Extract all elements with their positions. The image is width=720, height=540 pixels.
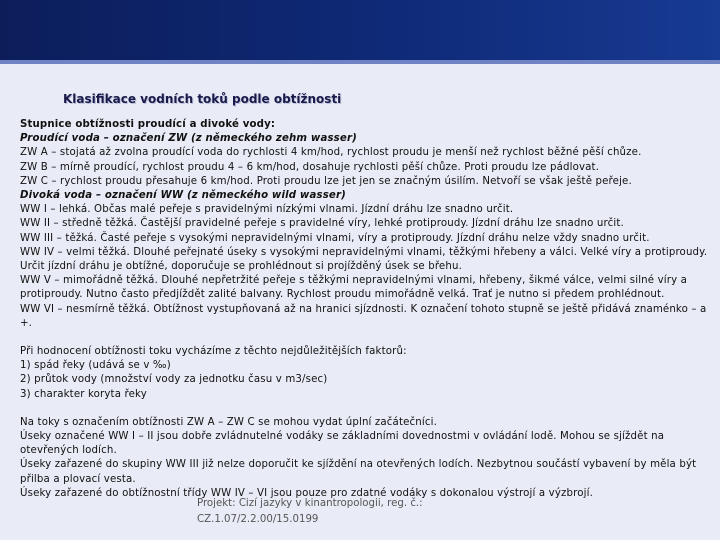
zw-b-line: ZW B – mírně proudící, rychlost proudu 4 – 6 km/hod, dosahuje rychlosti pěší chůze. Proti proudu lze pádlovat. xyxy=(20,161,600,173)
wild-water-heading: Divoká voda – označení WW (z německého wild wasser) xyxy=(20,190,346,202)
zw-a-line: ZW A – stojatá až zvolna proudící voda do rychlosti 4 km/hod, rychlost proudu je menší než rychlost běžné pěší chůze. xyxy=(20,147,642,159)
zw-c-line: ZW C – rychlost proudu přesahuje 6 km/hod. Proti proudu lze jet jen se značným úsilím. Netvoří se však ještě peřeje. xyxy=(20,175,632,187)
factor-1: 1) spád řeky (udává se v ‰) xyxy=(20,360,171,372)
ww-6-line: WW VI – nesmírně těžká. Obtížnost vystupňovaná až na hranici sjízdnosti. K označení tohoto stupně se ještě přidává znaménko – a +. xyxy=(20,303,707,329)
flowing-water-heading: Proudící voda – označení ZW (z německého zehm wasser) xyxy=(20,133,357,145)
factor-3: 3) charakter koryta řeky xyxy=(20,388,147,400)
factors-intro: Při hodnocení obtížnosti toku vycházíme z těchto nejdůležitějších faktorů: xyxy=(20,346,407,358)
note-ww-3: Úseky zařazené do skupiny WW III již nelze doporučit ke sjíždění na otevřených lodích. Nezbytnou součástí vybavení by měla být přilba a plovací vesta. xyxy=(20,459,697,485)
ww-3-line: WW III – těžká. Časté peřeje s vysokými nepravidelnými vlnami, víry a protiproudy. Jízdní dráhu nelze vždy snadno určit. xyxy=(20,232,650,244)
note-zw: Na toky s označením obtížnosti ZW A – ZW C se mohou vydat úplní začátečníci. xyxy=(20,416,437,428)
note-ww-4-6: Úseky zařazené do obtížnostní třídy WW IV – VI jsou pouze pro zdatné vodáky s dokonalou výstrojí a výzbrojí. xyxy=(20,487,593,499)
ww-2-line: WW II – středně těžká. Častější pravidelné peřeje s pravidelné víry, lehké protiproudy. Jízdní dráhu lze snadno určit. xyxy=(20,218,624,230)
ww-1-line: WW I – lehká. Občas malé peřeje s pravidelnými nízkými vlnami. Jízdní dráhu lze snadno určit. xyxy=(20,204,514,216)
footer-reg-number: CZ.1.07/2.2.00/15.0199 xyxy=(197,514,319,525)
slide-body xyxy=(20,118,716,501)
ww-5-line: WW V – mimořádně těžká. Dlouhé nepřetržité peřeje s těžkými nepravidelnými vlnami, hřebeny, šikmé válce, velmi silné víry a protiproudy. Nutno často předjíždět zalité balvany. Rychlost proudu mimořádně velká. Trať je nutno si předem prohlédnout. xyxy=(20,275,688,301)
ww-4-line: WW IV – velmi těžká. Dlouhé peřejnaté úseky s vysokými nepravidelnými vlnami, těžkými hřebeny a válci. Velké víry a protiproudy. Určit jízdní dráhu je obtížné, doporučuje se prohlédnout si projížděný úsek se břehu. xyxy=(20,246,708,273)
scale-heading: Stupnice obtížnosti proudící a divoké vody: xyxy=(20,119,276,130)
spacer xyxy=(20,331,716,345)
footer-project-line: Projekt: Cizí jazyky v kinantropologii, reg. č.: xyxy=(197,498,423,509)
header-banner xyxy=(0,0,720,64)
spacer xyxy=(20,402,716,416)
factor-2: 2) průtok vody (množství vody za jednotku času v m3/sec) xyxy=(20,374,328,386)
note-ww-1-2: Úseky označené WW I – II jsou dobře zvládnutelné vodáky se základními dovednostmi v ovládání lodě. Mohou se sjíždět na otevřených lodích. xyxy=(20,431,665,457)
project-footer xyxy=(197,496,423,528)
slide-title: Klasifikace vodních toků podle obtížnosti xyxy=(63,92,342,106)
